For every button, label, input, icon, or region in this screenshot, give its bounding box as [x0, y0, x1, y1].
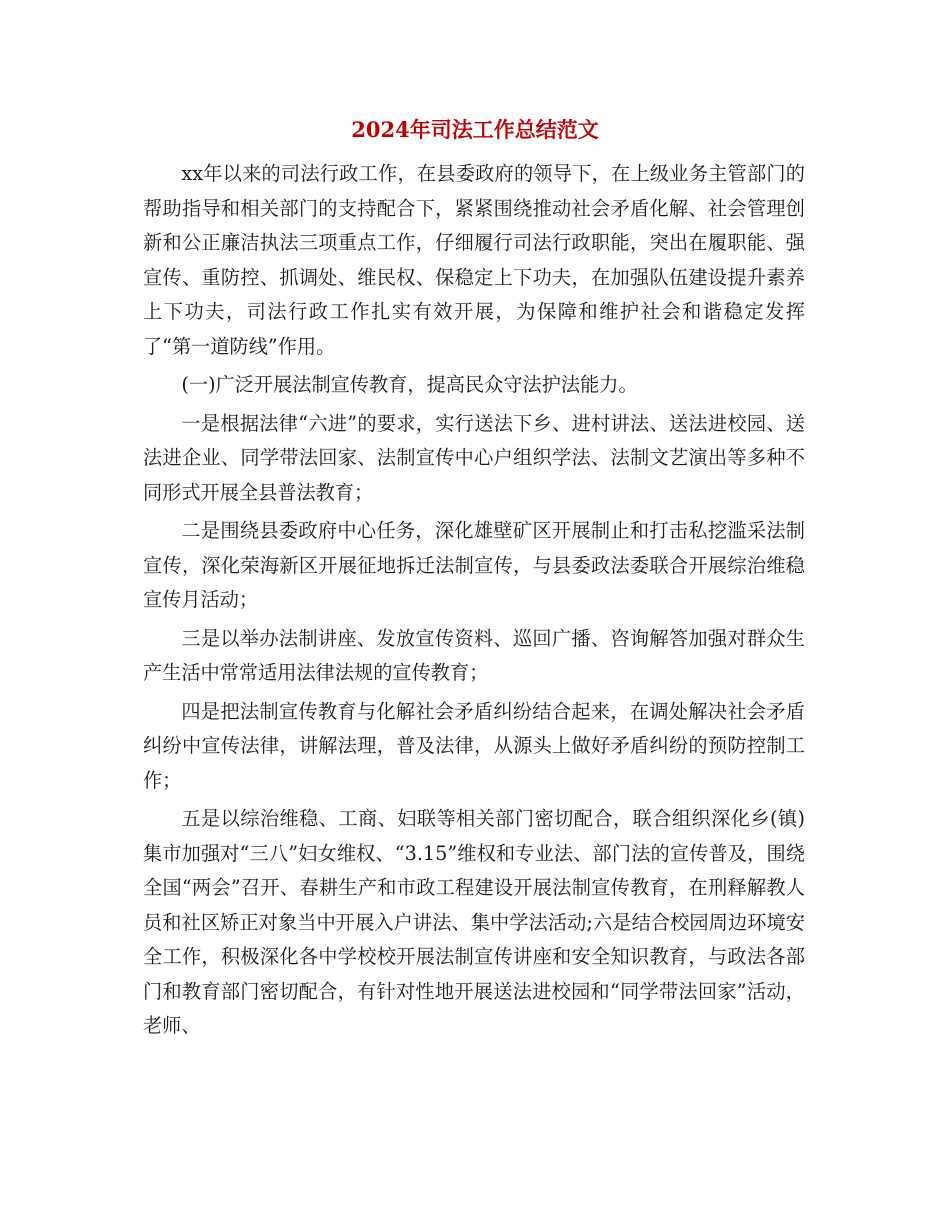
paragraph-item-3: 三是以举办法制讲座、发放宣传资料、巡回广播、咨询解答加强对群众生产生活中常常适用法律法规的宣传教育；: [143, 626, 805, 684]
paragraph-section-heading: (一)广泛开展法制宣传教育，提高民众守法护法能力。: [181, 373, 638, 396]
document-title: 2024年司法工作总结范文: [351, 117, 599, 142]
document-body: [143, 157, 805, 1048]
paragraph-intro: xx年以来的司法行政工作，在县委政府的领导下，在上级业务主管部门的帮助指导和相关部门的支持配合下，紧紧围绕推动社会矛盾化解、社会管理创新和公正廉洁执法三项重点工作，仔细履行司法行政职能，突出在履职能、强宣传、重防控、抓调处、维民权、保稳定上下功夫，在加强队伍建设提升素养上下功夫，司法行政工作扎实有效开展，为保障和维护社会和谐稳定发挥了“第一道防线”作用。: [143, 162, 805, 358]
paragraph-item-5: 五是以综治维稳、工商、妇联等相关部门密切配合，联合组织深化乡(镇)集市加强对“三八”妇女维权、“3.15”维权和专业法、部门法的宣传普及，围绕全国“两会”召开、春耕生产和市政工程建设开展法制宣传教育，在刑释解教人员和社区矫正对象当中开展入户讲法、集中学法活动;六是结合校园周边环境安全工作，积极深化各中学校校开展法制宣传讲座和安全知识教育，与政法各部门和教育部门密切配合，有针对性地开展送法进校园和“同学带法回家”活动，老师、: [143, 807, 805, 1037]
paragraph-item-4: 四是把法制宣传教育与化解社会矛盾纠纷结合起来，在调处解决社会矛盾纠纷中宣传法律，讲解法理，普及法律，从源头上做好矛盾纠纷的预防控制工作；: [143, 699, 805, 792]
paragraph-item-2: 二是围绕县委政府中心任务，深化雄壁矿区开展制止和打击私挖滥采法制宣传，深化荣海新区开展征地拆迁法制宣传，与县委政法委联合开展综治维稳宣传月活动；: [143, 519, 805, 611]
paragraph-item-1: 一是根据法律“六进”的要求，实行送法下乡、进村讲法、送法进校园、送法进企业、同学带法回家、法制宣传中心户组织学法、法制文艺演出等多种不同形式开展全县普法教育；: [143, 411, 805, 504]
